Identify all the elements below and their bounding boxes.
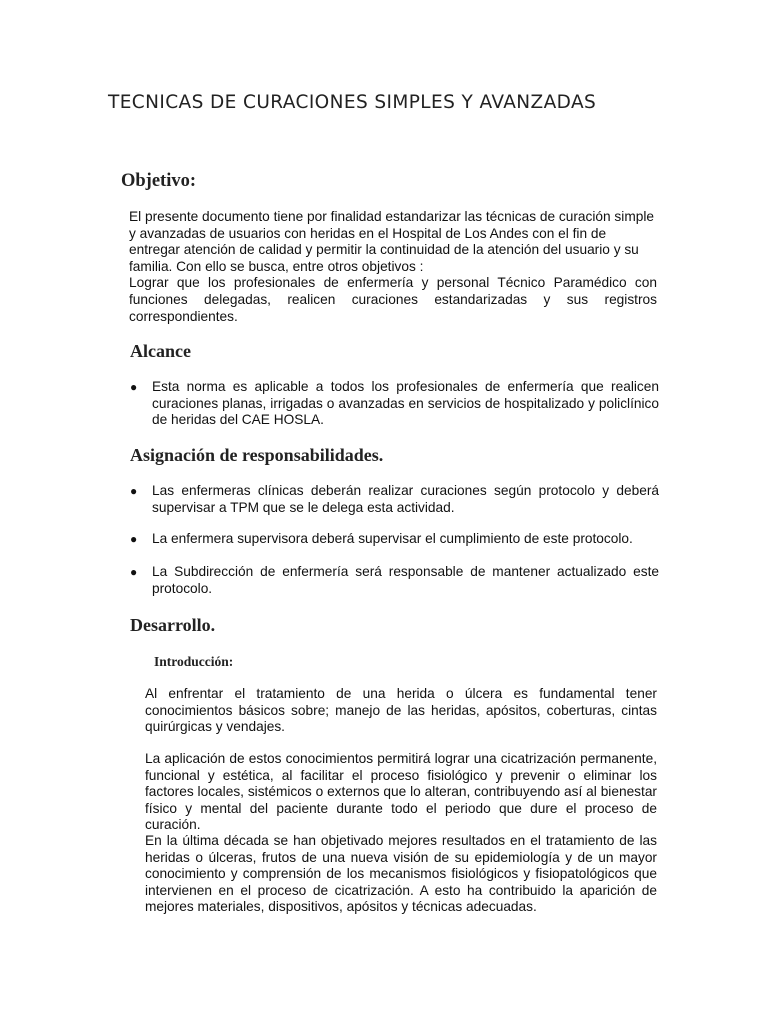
bullet-icon: ●	[130, 380, 138, 394]
introduccion-paragraph	[145, 751, 657, 834]
objetivo-goal-paragraph: Lograr que los profesionales de enfermería y personal Técnico Paramédico con funciones delegadas, realicen curaciones estandarizadas y sus registros correspondientes.	[129, 275, 657, 324]
bullet-icon: ●	[130, 484, 138, 498]
asignacion-list-item	[130, 564, 659, 597]
introduccion-paragraph	[145, 686, 657, 736]
bullet-icon: ●	[130, 565, 138, 579]
alcance-item-text: Esta norma es aplicable a todos los profesionales de enfermería que realicen curaciones planas, irrigadas o avanzadas en servicios de hospitalizado y policlínico de heridas del CAE HOSLA.	[152, 379, 659, 428]
intro-paragraph-3: En la última década se han objetivado mejores resultados en el tratamiento de las heridas o úlceras, frutos de una nueva visión de su epidemiología y de un mayor conocimiento y comprensión de los mecanismos fisiológicos y fisiopatológicos que intervienen en el proceso de cicatrización. A esto ha contribuido la aparición de mejores materiales, dispositivos, apósitos y técnicas adecuadas.	[145, 833, 657, 915]
asignacion-heading: Asignación de responsabilidades.	[130, 445, 384, 465]
asignacion-item-text: Las enfermeras clínicas deberán realizar curaciones según protocolo y deberá supervisar a TPM que se le delega esta actividad.	[152, 483, 659, 515]
intro-paragraph-2: La aplicación de estos conocimientos permitirá lograr una cicatrización permanente, funcional y estética, al facilitar el proceso fisiológico y prevenir o eliminar los factores locales, sistémicos o externos que lo alteran, contribuyendo así al bienestar físico y mental del paciente durante todo el periodo que dure el proceso de curación.	[145, 751, 657, 833]
alcance-list-item	[130, 379, 659, 429]
asignacion-list-item	[130, 531, 659, 548]
alcance-heading: Alcance	[130, 341, 191, 361]
document-title: TECNICAS DE CURACIONES SIMPLES Y AVANZADAS	[108, 92, 597, 113]
introduccion-paragraph	[145, 833, 657, 916]
asignacion-list-item	[130, 483, 659, 516]
objetivo-heading: Objetivo:	[121, 171, 197, 191]
desarrollo-heading: Desarrollo.	[130, 615, 216, 635]
bullet-icon: ●	[130, 532, 138, 546]
introduccion-subheading: Introducción:	[154, 654, 234, 669]
intro-paragraph-1: Al enfrentar el tratamiento de una herida o úlcera es fundamental tener conocimientos básicos sobre; manejo de las heridas, apósitos, coberturas, cintas quirúrgicas y vendajes.	[145, 686, 657, 735]
objetivo-paragraph: El presente documento tiene por finalidad estandarizar las técnicas de curación simple y avanzadas de usuarios con heridas en el Hospital de Los Andes con el fin de entregar atención de calidad y permitir la continuidad de la atención del usuario y su familia. Con ello se busca, entre otros objetivos :	[129, 209, 654, 274]
asignacion-item-text: La Subdirección de enfermería será responsable de mantener actualizado este protocolo.	[152, 564, 659, 596]
asignacion-item-text: La enfermera supervisora deberá supervisar el cumplimiento de este protocolo.	[152, 531, 633, 546]
objetivo-section	[129, 209, 657, 325]
